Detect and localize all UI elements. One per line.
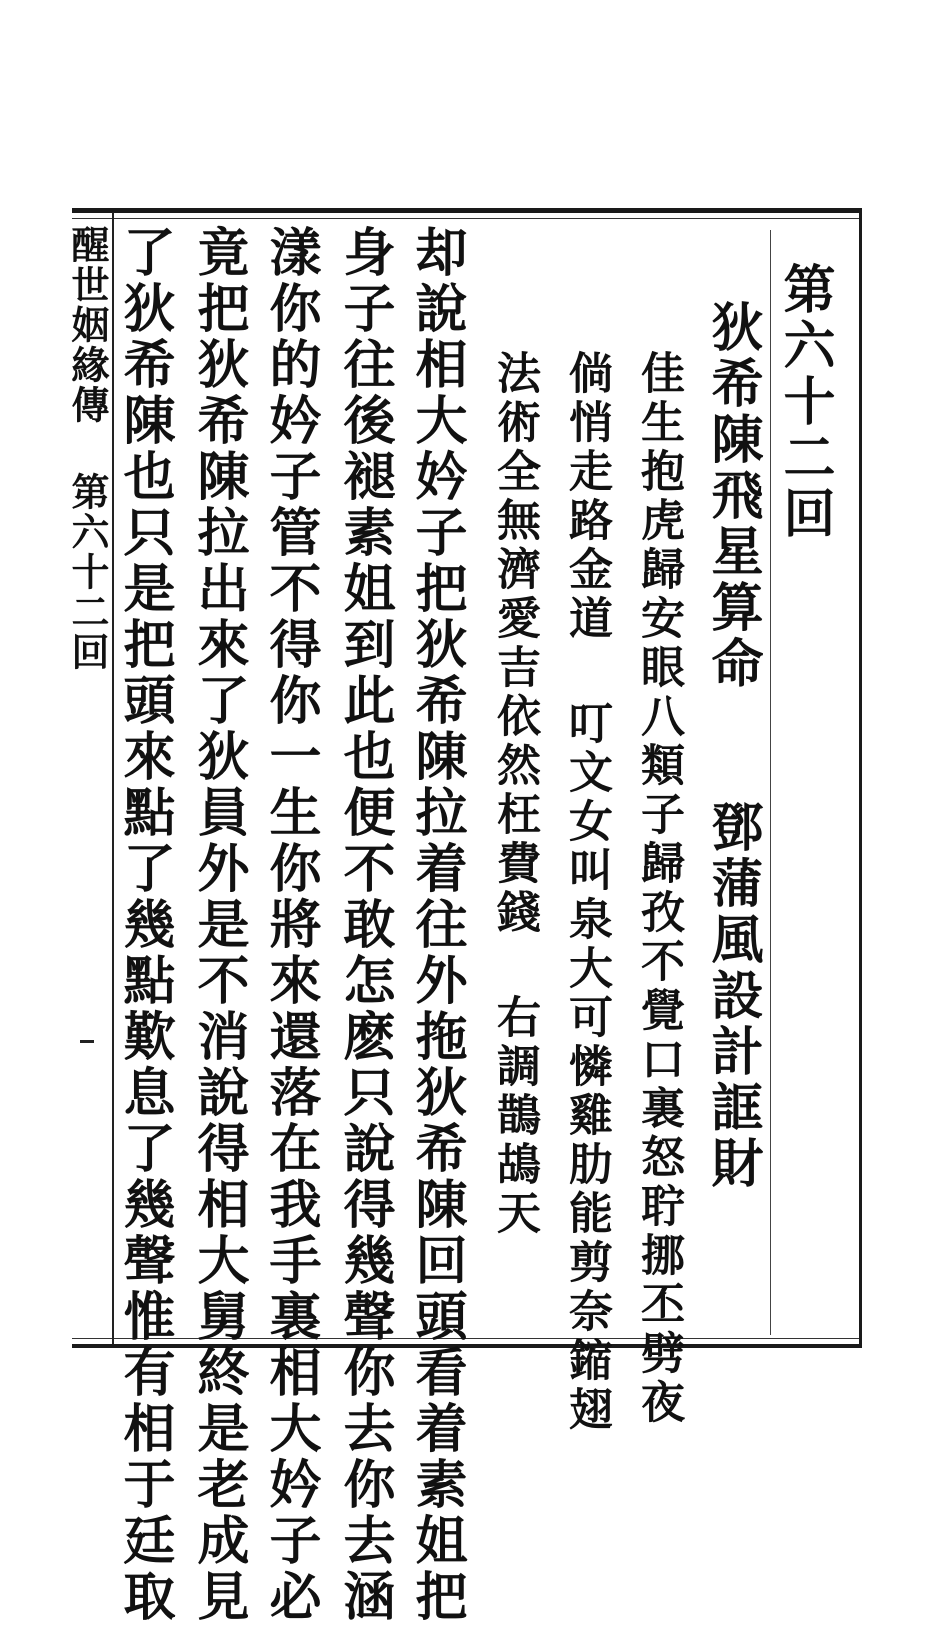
title-line-1: 狄希陳飛星算命 [702, 300, 763, 692]
text-line-g: 竟把狄希陳拉出來了狄員外是不消說得相大舅終是老成見 [188, 225, 249, 1625]
title-rule [770, 230, 771, 1335]
chapter-title: 第六十二回 [774, 262, 835, 542]
text-line-f: 漾你的妗子管不得你一生你將來還落在我手裏相大妗子必 [260, 225, 321, 1625]
fish-tail-mark [80, 1040, 94, 1043]
text-line-d: 却說相大妗子把狄希陳拉着往外拖狄希陳回頭看着素姐把 [406, 225, 467, 1625]
verse-line-b: 倘悄走路金道 叮文女叫泉大可憐雞肋能剪奈鏥翅 [561, 350, 612, 1435]
text-line-h: 了狄希陳也只是把頭來點了幾點歎息了幾聲惟有相于廷取 [114, 225, 175, 1625]
verse-line-a: 佳生抱虎歸安眼八類子歸孜不覺口裏怒聍挪丕劈夜 [633, 350, 684, 1428]
margin-title: 醒世姻緣傳 第六十二回 [65, 225, 110, 672]
title-line-1-b: 鄧蒲風設計誆財 [702, 800, 763, 1192]
verse-line-c: 法術全無濟愛吉依然枉費錢 右調鵲鴣天 [489, 350, 540, 1239]
text-line-e: 身子往後褪素姐到此也便不敢怎麽只說得幾聲你去你去涵 [334, 225, 395, 1625]
